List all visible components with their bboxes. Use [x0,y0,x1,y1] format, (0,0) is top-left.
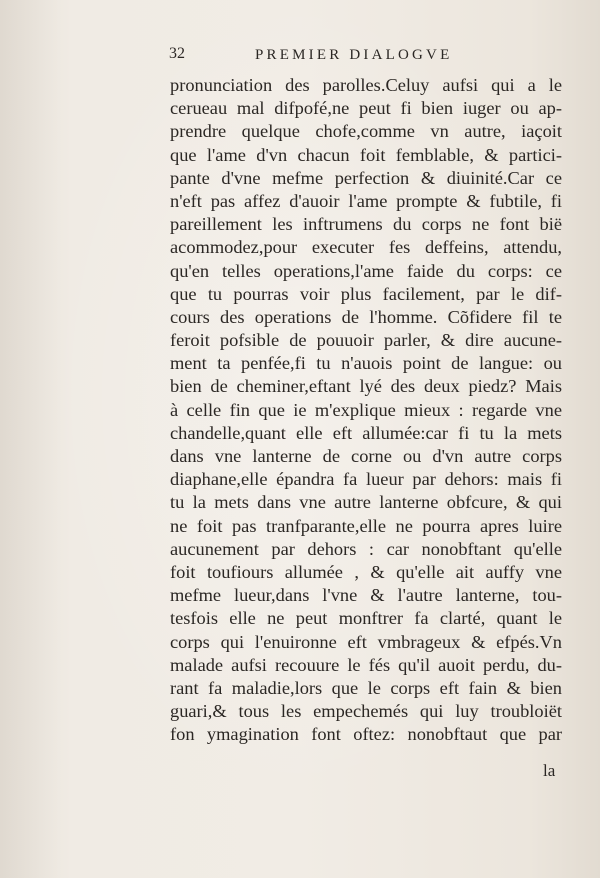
text-line: bien de cheminer,eftant lyé des deux piedz? Mais [170,376,562,397]
main-text-block [170,74,562,746]
text-line: que tu pourras voir plus facilement, par le dif- [170,283,562,304]
text-line: qu'en telles operations,l'ame faide du corps: ce [170,260,562,281]
text-line: prendre quelque chofe,comme vn autre, iaçoit [170,121,562,142]
text-line: feroit pofsible de pouuoir parler, & dire aucune- [170,330,562,351]
text-line: dans vne lanterne de corne ou d'vn autre corps [170,446,562,466]
text-line: pronunciation des parolles.Celuy aufsi qui a le [170,75,562,95]
text-line: corps qui l'enuironne eft vmbrageux & efpés.Vn [170,631,562,652]
text-line: cours des operations de l'homme. Cõfidere fil te [170,306,562,327]
text-line: que l'ame d'vn chacun foit femblable, & partici- [170,144,562,165]
text-line: diaphane,elle épandra fa lueur par dehors: mais fi [170,469,562,490]
text-line: ment ta penfée,fi tu n'auois point de langue: ou [170,353,562,374]
text-line: chandelle,quant elle eft allumée:car fi tu la mets [170,422,562,443]
page-number: 32 [169,45,185,62]
text-line: tesfois elle ne peut monftrer fa clarté, quant le [170,608,562,629]
text-line: pante d'vne mefme perfection & diuinité.Car ce [170,167,562,188]
text-line: à celle fin que ie m'explique mieux : regarde vne [170,399,562,420]
text-line: guari,& tous les empechemés qui luy troubloiët [170,701,562,722]
text-line: ne foit pas tranfparante,elle ne pourra apres luire [170,515,562,536]
text-line: tu la mets dans vne autre lanterne obfcure, & qui [170,492,562,513]
text-line: mefme lueur,dans l'vne & l'autre lanterne, tou- [170,585,562,606]
text-line: pareillement les inftrumens du corps ne font bië [170,214,562,235]
catchword: la [543,761,556,780]
text-line: fon ymagination font oftez: nonobftaut que par [170,724,562,745]
text-line: rant fa maladie,lors que le corps eft fain & bien [170,677,562,698]
text-line: cerueau mal difpofé,ne peut fi bien iuger ou ap- [170,98,562,119]
text-line: malade aufsi recouure le fés qu'il auoit perdu, du- [170,654,562,675]
text-line: aucunement par dehors : car nonobftant qu'elle [170,538,562,559]
text-line: foit toufiours allumée , & qu'elle ait auffy vne [170,561,562,582]
running-head: PREMIER DIALOGVE [255,47,453,63]
text-line: n'eft pas affez d'auoir l'ame prompte & fubtile, fi [170,190,562,211]
text-line: acommodez,pour executer fes deffeins, attendu, [170,237,562,258]
gutter-shadow [0,0,60,878]
